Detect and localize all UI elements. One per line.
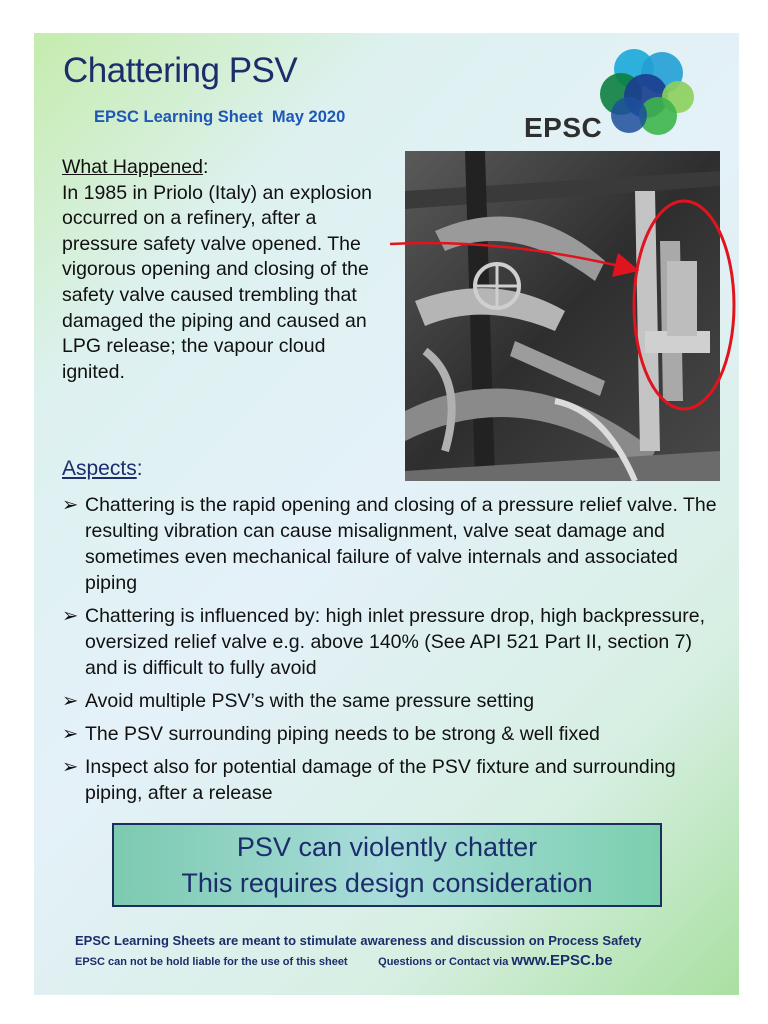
what-happened-section (62, 155, 392, 385)
damaged-psv-photo (405, 151, 720, 481)
list-item: ➢ Inspect also for potential damage of the PSV fixture and surrounding piping, after a release (62, 756, 676, 804)
footer-disclaimer: EPSC can not be hold liable for the use of this sheet (75, 956, 348, 968)
what-happened-colon: : (202, 156, 209, 178)
sheet-subtitle: EPSC Learning Sheet May 2020 (94, 108, 346, 126)
arrow-bullet-icon: ➢ (62, 605, 79, 627)
learning-sheet (34, 33, 739, 995)
list-item: ➢ The PSV surrounding piping needs to be strong & well fixed (62, 723, 600, 745)
aspects-heading: Aspects: (62, 457, 143, 480)
arrow-bullet-icon: ➢ (62, 690, 79, 712)
website-link[interactable]: www.EPSC.be (511, 952, 613, 969)
aspects-list (62, 492, 722, 813)
footer-statement: EPSC Learning Sheets are meant to stimulate awareness and discussion on Process Safety (75, 933, 642, 948)
what-happened-heading: What Happened (62, 156, 203, 178)
key-message-line-1: PSV can violently chatter (236, 832, 538, 862)
key-message-line-2: This requires design consideration (181, 868, 593, 898)
key-message-box (112, 823, 662, 907)
arrow-bullet-icon: ➢ (62, 723, 79, 745)
page-title: Chattering PSV (63, 51, 298, 90)
arrow-bullet-icon: ➢ (62, 494, 79, 516)
list-item: ➢ Chattering is influenced by: high inlet pressure drop, high backpressure, oversized relief valve e.g. above 140% (See API 521 Part II, section 7) and is difficult to fully avoid (62, 605, 706, 679)
list-item: ➢ Chattering is the rapid opening and closing of a pressure relief valve. The resulting vibration can cause misalignment, valve seat damage and sometimes even mechanical failure of valve internals and associated piping (62, 494, 717, 594)
arrow-bullet-icon: ➢ (62, 756, 79, 778)
what-happened-body: In 1985 in Priolo (Italy) an explosion occurred on a refinery, after a pressure safety valve opened. The vigorous opening and closing of the safety valve caused trembling that damaged the piping and caused an LPG release; the vapour cloud ignited. (62, 181, 373, 383)
logo-text: EPSC (524, 112, 603, 143)
list-item: ➢ Avoid multiple PSV’s with the same pressure setting (62, 690, 535, 712)
footer-contact: Questions or Contact via (378, 956, 512, 968)
footer-disclaimer-line (75, 952, 715, 969)
